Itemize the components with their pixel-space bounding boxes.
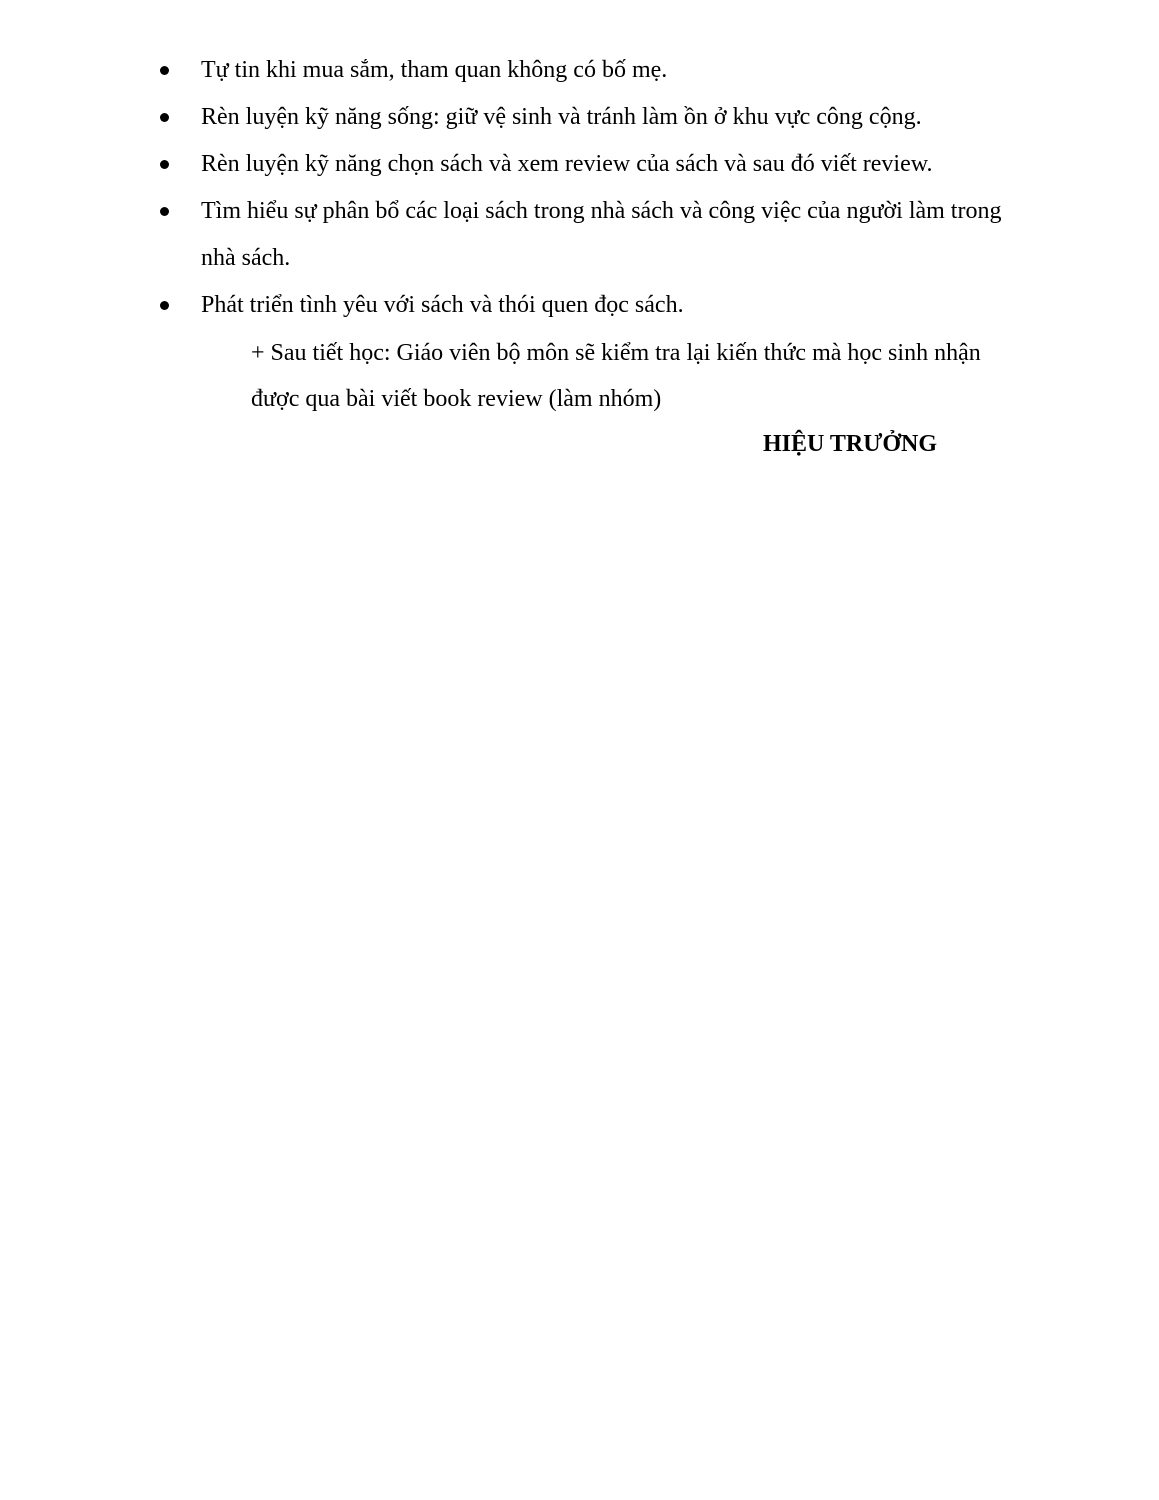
list-item-text: Rèn luyện kỹ năng sống: giữ vệ sinh và tránh làm ồn ở khu vực công cộng. <box>201 104 922 130</box>
list-item-text: Phát triển tình yêu với sách và thói quen đọc sách. <box>201 292 684 318</box>
list-item-text: Tìm hiểu sự phân bổ các loại sách trong nhà sách và công việc của người làm trong <box>201 198 1002 224</box>
principal-signature-title: HIỆU TRƯỞNG <box>763 431 938 457</box>
bullet-icon <box>160 66 169 75</box>
objectives-list <box>0 47 1159 329</box>
list-item <box>0 282 1159 329</box>
list-item <box>0 47 1159 94</box>
list-item-text: Rèn luyện kỹ năng chọn sách và xem review của sách và sau đó viết review. <box>201 151 933 177</box>
after-class-note <box>251 330 1111 422</box>
note-line: + Sau tiết học: Giáo viên bộ môn sẽ kiểm tra lại kiến thức mà học sinh nhận <box>251 340 981 366</box>
list-item <box>0 94 1159 141</box>
bullet-icon <box>160 113 169 122</box>
bullet-icon <box>160 207 169 216</box>
list-item <box>0 141 1159 188</box>
note-line: được qua bài viết book review (làm nhóm) <box>251 386 662 412</box>
bullet-icon <box>160 160 169 169</box>
list-item-text-continued: nhà sách. <box>201 245 291 271</box>
list-item <box>0 188 1159 282</box>
bullet-icon <box>160 301 169 310</box>
list-item-text: Tự tin khi mua sắm, tham quan không có bố mẹ. <box>201 57 668 83</box>
